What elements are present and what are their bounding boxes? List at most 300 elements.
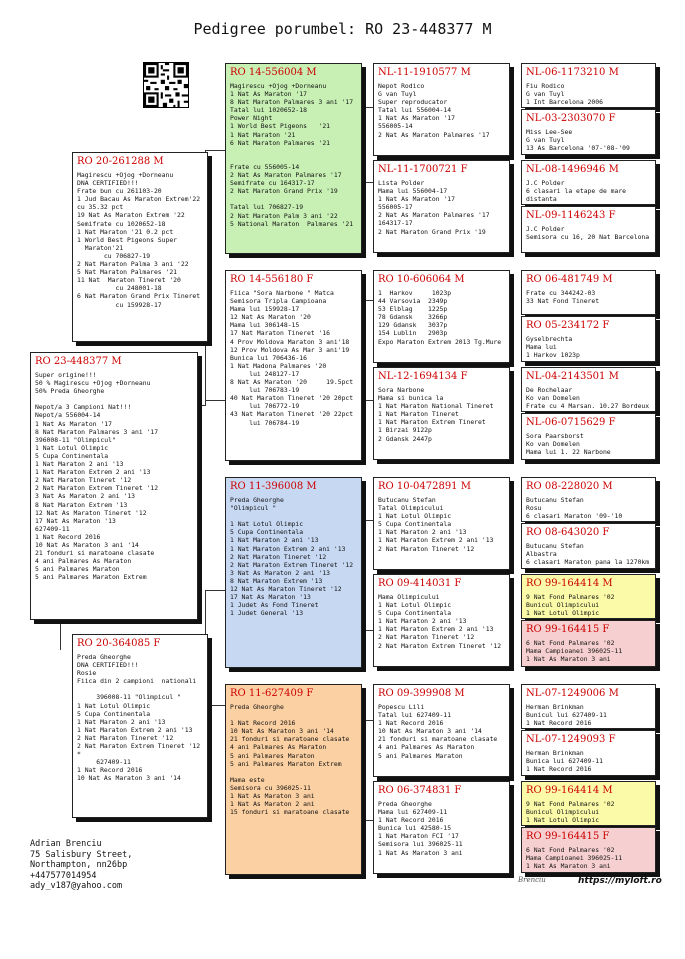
card-line: 1 Harkov 1023p — [526, 351, 580, 360]
card-line: Butucanu Stefan — [526, 496, 584, 504]
card-text — [526, 542, 651, 566]
pedigree-card-gen5-6 — [521, 316, 656, 362]
card-line: 2 Nat Maraton Extrem Tineret '12 — [378, 641, 502, 650]
connector-line — [363, 720, 373, 721]
card-line: 2 Nat As Maraton Palmares '17 — [230, 171, 342, 180]
card-line: Mama lui 1. 22 Narbone — [526, 448, 611, 457]
card-text — [526, 82, 651, 106]
card-line: 78 Gdansk 3266p — [378, 313, 448, 322]
card-line: Bunica lui 706436-16 — [230, 353, 307, 362]
card-line: lui 706784-19 — [230, 418, 300, 427]
card-line: Fiu Rodico — [526, 82, 565, 90]
card-line: 5 ani Palmares Maraton — [35, 565, 120, 574]
card-line: 396008-11 "Olimpicul " — [77, 693, 181, 702]
ring-number: RO 23-448377 M — [35, 356, 122, 367]
card-text — [230, 289, 357, 427]
card-line: Magirescu +Ojog +Dorneanu — [230, 82, 327, 90]
card-line: 6 Nat Fond Palmares '02 — [526, 639, 615, 647]
connector-line — [512, 90, 513, 125]
card-line: Semifrate cu 164317-17 — [230, 179, 315, 188]
card-line: 5 Cupa Continentala — [35, 451, 109, 460]
card-line: 3 Nat As Maraton 2 ani '13 — [230, 568, 331, 577]
card-line — [230, 512, 357, 520]
pedigree-card-sire-dam — [225, 270, 362, 461]
address-line: Northampton, nn26bp — [30, 860, 128, 870]
pedigree-card-dam-sire — [225, 477, 362, 668]
card-line: Power Night — [230, 114, 273, 123]
card-text — [526, 496, 651, 520]
card-line: 10 Nat As Maraton 3 ani '14 — [35, 540, 139, 549]
card-line: 1 Nat Maraton Extrem 2 ani '13 — [378, 625, 494, 634]
pedigree-card-gen4-1 — [373, 63, 510, 156]
ring-number: RO 10-606064 M — [378, 274, 465, 285]
card-line: 4 Prov Moldova Maraton 3 ani'18 — [230, 337, 350, 346]
ring-number: RO 06-374831 F — [378, 785, 462, 796]
connector-line — [198, 405, 206, 406]
card-line: Herman Brinkman — [526, 703, 584, 711]
card-line: 1 Nat As Maraton '17 — [35, 419, 112, 428]
card-line: 50 % Magirescu +Ojog +Dorneanu — [35, 379, 151, 388]
ring-number: NL-09-1146243 F — [526, 210, 616, 221]
card-text — [526, 335, 651, 359]
card-line: 1 Nat Maraton National Tineret — [378, 402, 494, 411]
card-text — [230, 703, 357, 816]
card-line: Gyselbrechta — [526, 335, 573, 343]
ring-number: NL-07-1249093 F — [526, 734, 616, 745]
card-line: 1 Harkov 1023p — [378, 289, 452, 297]
card-line: 1 Nat As Maraton 3 ani — [526, 655, 611, 664]
card-line: Bunicul lui 627409-11 — [526, 711, 607, 720]
card-text — [378, 289, 505, 346]
ring-number: RO 08-228020 M — [526, 481, 613, 492]
card-line: 33 Nat Fond Tineret — [526, 297, 600, 306]
signature: Brenciu — [518, 876, 546, 884]
pedigree-card-gen5-9 — [521, 477, 656, 522]
card-line: 6 clasari la etape de mare — [526, 187, 627, 196]
card-line: 1 Nat Lotul Olimpic — [230, 520, 304, 529]
card-text — [526, 846, 651, 870]
ring-number: RO 08-643020 F — [526, 527, 610, 538]
card-line: 21 fonduri si maratoane clasate — [378, 735, 498, 744]
ring-number: NL-07-1249006 M — [526, 688, 619, 699]
pedigree-card-gen4-7 — [373, 684, 510, 777]
pedigree-card-gen4-8 — [373, 781, 510, 874]
connector-line — [205, 400, 225, 401]
card-line: 1 Birzai 9122p — [378, 426, 432, 435]
card-line: Albastra — [526, 550, 557, 559]
card-text — [378, 593, 505, 650]
card-line: 5 National Maraton Palmares '21 — [230, 219, 354, 228]
card-text — [526, 386, 651, 410]
connector-line — [512, 695, 513, 740]
card-line: 10 Nat As Maraton 3 ani '14 — [77, 774, 181, 783]
card-text — [35, 371, 193, 581]
card-line: 6 clasari Maraton pana la 1270km — [526, 558, 650, 567]
card-line: 2 Nat As Maraton Palmares '17 — [378, 211, 490, 220]
card-line: Frate cu 4 Marsan. 10.27 Bordeux — [526, 402, 650, 411]
card-line: 1 Nat As Maraton '17 — [230, 90, 307, 99]
card-line: 40 Nat Maraton Tineret '20 20pct — [230, 394, 354, 403]
card-line: 10 Nat As Maraton 3 ani '14 — [230, 727, 334, 736]
card-line: 19 Nat As Maraton Extrem '22 — [77, 211, 185, 220]
card-line: distanta — [526, 195, 557, 204]
card-line: Super reproducator — [378, 98, 448, 107]
pedigree-card-gen4-5 — [373, 477, 510, 570]
card-line: 2 Nat Maraton Tineret '12 — [378, 544, 475, 553]
card-line: Maraton'21 — [77, 243, 124, 252]
website-link[interactable]: https://myloft.ro — [578, 876, 662, 886]
pedigree-card-gen5-13 — [521, 684, 656, 729]
card-text — [230, 496, 357, 617]
card-line: 1 Nat As Maraton 3 ani — [526, 862, 611, 871]
card-line: 5 Cupa Continentala — [230, 528, 304, 537]
card-line: Ko van Domelen — [526, 440, 580, 449]
card-line: 396008-11 "Olimpicul" — [35, 435, 116, 444]
card-line: 1 Nat Lotul Olimpic — [35, 443, 109, 452]
card-text — [526, 639, 651, 663]
card-line — [77, 685, 203, 693]
card-line: 1 Nat Record 2016 — [378, 719, 444, 728]
card-line: 17 Nat Maraton Tineret '16 — [230, 329, 331, 338]
pedigree-card-dam-dam — [225, 684, 362, 875]
card-line: Tatal Olimpicului — [378, 504, 444, 513]
card-line: 4 ani Palmares As Maraton — [35, 557, 132, 566]
card-line: Frate cu 344242-03 — [526, 289, 596, 297]
card-text — [378, 496, 505, 553]
card-line: 6 Nat Maraton Grand Prix Tineret — [77, 292, 201, 301]
ring-number: RO 06-481749 M — [526, 274, 613, 285]
card-line: lui 248127-17 — [230, 369, 300, 378]
card-line: 1 Judet As Fond Tineret — [230, 601, 319, 610]
card-line: lui 706772-19 — [230, 402, 300, 411]
card-line: lui 706783-19 — [230, 386, 300, 395]
card-line: G van Tuyl — [378, 90, 417, 99]
ring-number: RO 14-556180 F — [230, 274, 314, 285]
card-line: 1 Nat Maraton 2 ani '13 — [378, 617, 467, 626]
card-line: Herman Brinkman — [526, 749, 584, 757]
card-line: * — [77, 750, 81, 759]
card-line: 2 Nat Maraton Tineret '12 — [77, 733, 174, 742]
card-line: 12 Nat As Maraton '20 — [230, 313, 311, 322]
card-text — [526, 432, 651, 456]
card-line: Miss Lee-See — [526, 128, 573, 136]
card-line: 1 Nat As Maraton 2 ani — [230, 800, 315, 809]
card-line: Bunica lui 627409-11 — [526, 757, 603, 766]
card-line: 1 Nat Maraton Extrem Tineret — [378, 418, 486, 427]
card-text — [378, 703, 505, 760]
connector-line — [512, 180, 513, 220]
card-line: 1 Nat Maraton 2 ani '13 — [77, 717, 166, 726]
card-line: 2 Nat Maraton Tineret '12 — [35, 476, 132, 485]
card-line: Mama lui — [526, 343, 557, 352]
card-line: 11 Nat Maraton Tineret '20 — [77, 276, 181, 285]
card-line: 13 As Barcelona '07-'08-'09 — [526, 144, 630, 153]
ring-number: RO 99-164415 F — [526, 831, 610, 842]
connector-line — [363, 630, 373, 631]
card-line: 129 Gdansk 3037p — [378, 321, 448, 330]
card-line: 2 Nat Maraton Extrem Tineret '12 — [35, 484, 159, 493]
card-line: 17 Nat As Maraton '13 — [230, 593, 311, 602]
page-title: Pedigree porumbel: RO 23-448377 M — [193, 20, 492, 38]
card-line — [230, 711, 357, 719]
card-line: J.C Polder — [526, 225, 565, 233]
card-text — [526, 800, 651, 824]
card-line: 1 Nat Maraton Extrem 2 ani '13 — [378, 536, 494, 545]
connector-line — [363, 300, 373, 301]
card-line: 154 Lublin 2903p — [378, 329, 448, 338]
card-line: 1 Jud Bacau As Maraton Extrem'22 — [77, 195, 201, 204]
card-line: 17 Nat As Maraton '13 — [35, 516, 116, 525]
card-line — [230, 195, 357, 203]
card-line: Tatal lui 1020652-18 — [230, 106, 307, 115]
card-line: 1 Nat Maraton '21 0.2 pct — [77, 227, 174, 236]
card-line: 1 World Best Pigeons Super — [77, 235, 178, 244]
card-text — [378, 179, 505, 236]
card-line: 1 Int Barcelona 2006 — [526, 98, 603, 107]
connector-line — [512, 390, 513, 435]
card-line: Rosu — [526, 504, 542, 513]
card-line: 6 Nat Maraton Palmares '21 — [230, 138, 331, 147]
card-text — [526, 703, 651, 727]
pedigree-card-gen5-3 — [521, 160, 656, 205]
pedigree-card-gen5-1 — [521, 63, 656, 108]
card-line: Semisora cu 16, 20 Nat Barcelona — [526, 233, 650, 242]
ring-number: NL-08-1496946 M — [526, 164, 619, 175]
card-line: 164317-17 — [378, 219, 413, 228]
card-line: 1 Nat Lotul Olimpic — [77, 701, 151, 710]
card-line: Lista Polder — [378, 179, 425, 187]
card-line: Tatal lui 556004-14 — [378, 106, 452, 115]
card-line: Popescu Lili — [378, 703, 425, 711]
card-line: 43 Nat Maraton Tineret '20 22pct — [230, 410, 354, 419]
card-line — [35, 395, 193, 403]
card-line: Butucanu Stefan — [378, 496, 436, 504]
card-line: Expo Maraton Extrem 2013 Tg.Mure — [378, 337, 502, 346]
card-line: 8 Nat Maraton Extrem '13 — [35, 500, 128, 509]
ring-number: NL-06-1173210 M — [526, 67, 619, 78]
card-line: Mama lui 306148-15 — [230, 321, 300, 330]
ring-number: RO 99-164414 M — [526, 578, 613, 589]
connector-line — [363, 520, 364, 630]
card-text — [526, 593, 651, 617]
card-line: 1 Nat Lotul Olimpic — [526, 609, 600, 618]
card-line: 1 Nat Record 2016 — [526, 719, 592, 728]
card-line: 1 Nat Madona Palmares '20 — [230, 361, 327, 370]
card-line: cu 159928-17 — [77, 300, 162, 309]
card-line: 1 Nat Maraton FCI '17 — [378, 832, 459, 841]
card-line: 1 Nat Record 2016 — [378, 816, 444, 825]
card-line: 5 Cupa Continentala — [378, 609, 452, 618]
card-line: Frate cu 556005-14 — [230, 162, 300, 171]
card-line: 1 Nat Maraton Extrem 2 ani '13 — [230, 544, 346, 553]
ring-number: NL-11-1910577 M — [378, 67, 471, 78]
card-line: 5 ani Palmares Maraton Extrem — [35, 573, 147, 582]
card-line: 1 World Best Pigeons '21 — [230, 122, 331, 131]
card-line: 9 Nat Fond Palmares '02 — [526, 800, 615, 808]
card-line: Mama Campioanei 396025-11 — [526, 854, 623, 863]
card-line: DNA CERTIFIED!!! — [77, 179, 139, 188]
pedigree-card-gen4-4 — [373, 367, 510, 460]
card-line: 10 Nat As Maraton 3 ani '14 — [378, 727, 482, 736]
pedigree-card-gen5-11 — [521, 574, 656, 619]
pedigree-card-gen5-4 — [521, 206, 656, 253]
card-text — [77, 171, 203, 309]
ring-number: NL-04-2143501 M — [526, 371, 619, 382]
card-line: Mama si bunica la — [378, 394, 444, 403]
card-line — [230, 155, 357, 163]
connector-line — [363, 107, 373, 108]
card-line: cu 35.32 pct — [77, 203, 124, 212]
card-line: Rosie — [77, 669, 97, 678]
card-line: 2 Nat Maraton Grand Prix '19 — [378, 227, 486, 236]
card-text — [378, 82, 505, 139]
card-line: 627409-11 — [35, 524, 70, 533]
card-line: Tatal lui 706827-19 — [230, 203, 304, 212]
pedigree-card-gen4-2 — [373, 160, 510, 253]
card-line: 1 Nat Maraton 2 ani '13 — [230, 536, 319, 545]
card-line: 1 Nat Maraton 2 ani '13 — [378, 528, 467, 537]
card-line: 9 Nat Fond Palmares '02 — [526, 593, 615, 601]
card-line: 6 clasari Maraton '09-'10 — [526, 512, 623, 521]
pedigree-card-gen5-8 — [521, 413, 656, 460]
card-line: 1 Nat Lotul Olimpic — [378, 512, 452, 521]
card-text — [378, 800, 505, 857]
card-line: Mama este — [230, 775, 265, 784]
card-line: Sora Paarsborst — [526, 432, 584, 440]
ring-number: RO 10-0472891 M — [378, 481, 471, 492]
ring-number: RO 14-556004 M — [230, 67, 317, 78]
card-line: Mama Campioanei 396025-11 — [526, 647, 623, 656]
card-line: Mama lui 159928-17 — [230, 305, 300, 314]
card-line: 1 Nat Record 2016 — [526, 765, 592, 774]
card-line: 4 ani Palmares As Maraton — [378, 743, 475, 752]
breeder-address — [30, 839, 132, 892]
pedigree-card-gen5-15 — [521, 781, 656, 826]
connector-line — [512, 590, 513, 630]
card-line: 1 Nat Record 2016 — [35, 532, 101, 541]
card-text — [526, 289, 651, 305]
connector-line — [363, 720, 364, 820]
card-line: 44 Varsovia 2349p — [378, 297, 448, 306]
phone-number: +447577014954 — [30, 870, 97, 881]
pedigree-card-gen5-7 — [521, 367, 656, 412]
card-text — [77, 653, 203, 783]
card-text — [526, 179, 651, 203]
card-line: 2 Nat As Maraton Palmares '17 — [378, 130, 490, 139]
pedigree-card-gen5-16 — [521, 827, 656, 873]
card-line: 5 Cupa Continentala — [77, 709, 151, 718]
card-line: 2 Nat Maraton Tineret '12 — [378, 633, 475, 642]
card-text — [526, 749, 651, 773]
connector-line — [205, 705, 225, 706]
card-line: Butucanu Stefan — [526, 542, 584, 550]
card-line: Bunica lui 42580-15 — [378, 824, 452, 833]
ring-number: NL-03-2303070 F — [526, 113, 616, 124]
connector-line — [363, 300, 364, 400]
ring-number: RO 11-396008 M — [230, 481, 317, 492]
card-line: 5 ani Palmares Maraton — [378, 751, 463, 760]
ring-number: RO 11-627409 F — [230, 688, 314, 699]
card-line: 1 Nat As Maraton '17 — [378, 195, 455, 204]
pedigree-card-sire — [72, 152, 208, 342]
card-line: 1 Nat Lotul Olimpic — [526, 816, 600, 825]
connector-line — [512, 495, 513, 540]
card-line: 1 Nat Maraton Extrem 2 ani '13 — [35, 468, 151, 477]
connector-line — [363, 400, 373, 401]
card-line: Semisora cu 396025-11 — [230, 783, 311, 792]
card-line: 2 Nat Maraton Tineret '12 — [230, 552, 327, 561]
ring-number: RO 20-364085 F — [77, 638, 161, 649]
card-line: Preda Gheorghe — [230, 496, 284, 504]
ring-number: RO 20-261288 M — [77, 156, 164, 167]
card-line: 53 Elblag 1225p — [378, 305, 448, 314]
card-line: DNA CERTIFIED!!! — [77, 661, 139, 670]
card-line: 1 Nat Maraton Tineret — [378, 410, 459, 419]
card-line: 21 fonduri si maratoane clasate — [35, 549, 155, 558]
card-line: Tatal lui 627409-11 — [378, 711, 452, 720]
connector-line — [512, 795, 513, 835]
card-text — [526, 128, 651, 152]
ring-number: NL-11-1700721 F — [378, 164, 468, 175]
card-text — [526, 225, 651, 241]
pedigree-card-gen4-3 — [373, 270, 510, 363]
card-line: 1 Nat Maraton '21 — [230, 130, 296, 139]
card-line: 2 Gdansk 2447p — [378, 434, 432, 443]
card-line: 8 Nat Maraton Palmares 3 ani '17 — [230, 98, 354, 107]
card-line: 1 Nat Maraton 2 ani '13 — [35, 460, 124, 469]
pedigree-card-dam — [72, 634, 208, 818]
pedigree-card-sire-sire — [225, 63, 362, 254]
card-line: De Rochelaar — [526, 386, 573, 394]
connector-line — [363, 520, 373, 521]
card-line: 4 ani Palmares As Maraton — [230, 743, 327, 752]
card-line: 6 Nat Fond Palmares '02 — [526, 846, 615, 854]
connector-line — [363, 107, 364, 182]
pedigree-card-gen5-14 — [521, 730, 656, 776]
card-line: 1 Nat As Maraton 3 ani — [230, 792, 315, 801]
card-line: 1 Nat As Maraton 3 ani — [378, 848, 463, 857]
connector-line — [363, 820, 373, 821]
pedigree-card-gen5-12 — [521, 620, 656, 667]
pedigree-card-gen5-10 — [521, 523, 656, 569]
card-line: Semifrate cu 1020652-18 — [77, 219, 166, 228]
card-line: Fiica "Sora Narbone " Matca — [230, 289, 334, 297]
card-line: Nepot/a 3 Campioni Nat!!! — [35, 403, 132, 412]
card-line: Super origine!!! — [35, 371, 97, 379]
address-line: 75 Salisbury Street, — [30, 849, 133, 860]
card-line: 2 Nat Maraton Palma 3 ani '22 — [77, 260, 189, 269]
card-line: 627409-11 — [77, 758, 131, 767]
card-line: 15 fonduri si maratoane clasate — [230, 808, 350, 817]
card-line: Preda Gheorghe — [77, 653, 131, 661]
card-line — [230, 768, 357, 776]
qr-code-icon — [143, 62, 189, 108]
card-line: 1 Nat Maraton Extrem 2 ani '13 — [77, 725, 193, 734]
card-text — [378, 386, 505, 443]
card-line: Fiica din 2 campioni nationali — [77, 677, 197, 686]
card-line: 21 fonduri si maratoane clasate — [230, 735, 350, 744]
card-line: 8 Nat Maraton Palmares 3 ani '17 — [35, 427, 159, 436]
card-line: 1 Nat As Maraton '17 — [378, 114, 455, 123]
card-line: 1 Nat Record 2016 — [230, 719, 296, 728]
email-address: ady_v187@yahoo.com — [30, 881, 123, 891]
card-line: 2 Nat Maraton Extrem Tineret '12 — [77, 742, 201, 751]
card-line: 5 Cupa Continentala — [378, 520, 452, 529]
card-line: "Olimpicul " — [230, 504, 277, 513]
card-text — [230, 82, 357, 228]
card-line: Sora Narbone — [378, 386, 425, 394]
card-line: 3 Nat As Maraton 2 ani '13 — [35, 492, 136, 501]
